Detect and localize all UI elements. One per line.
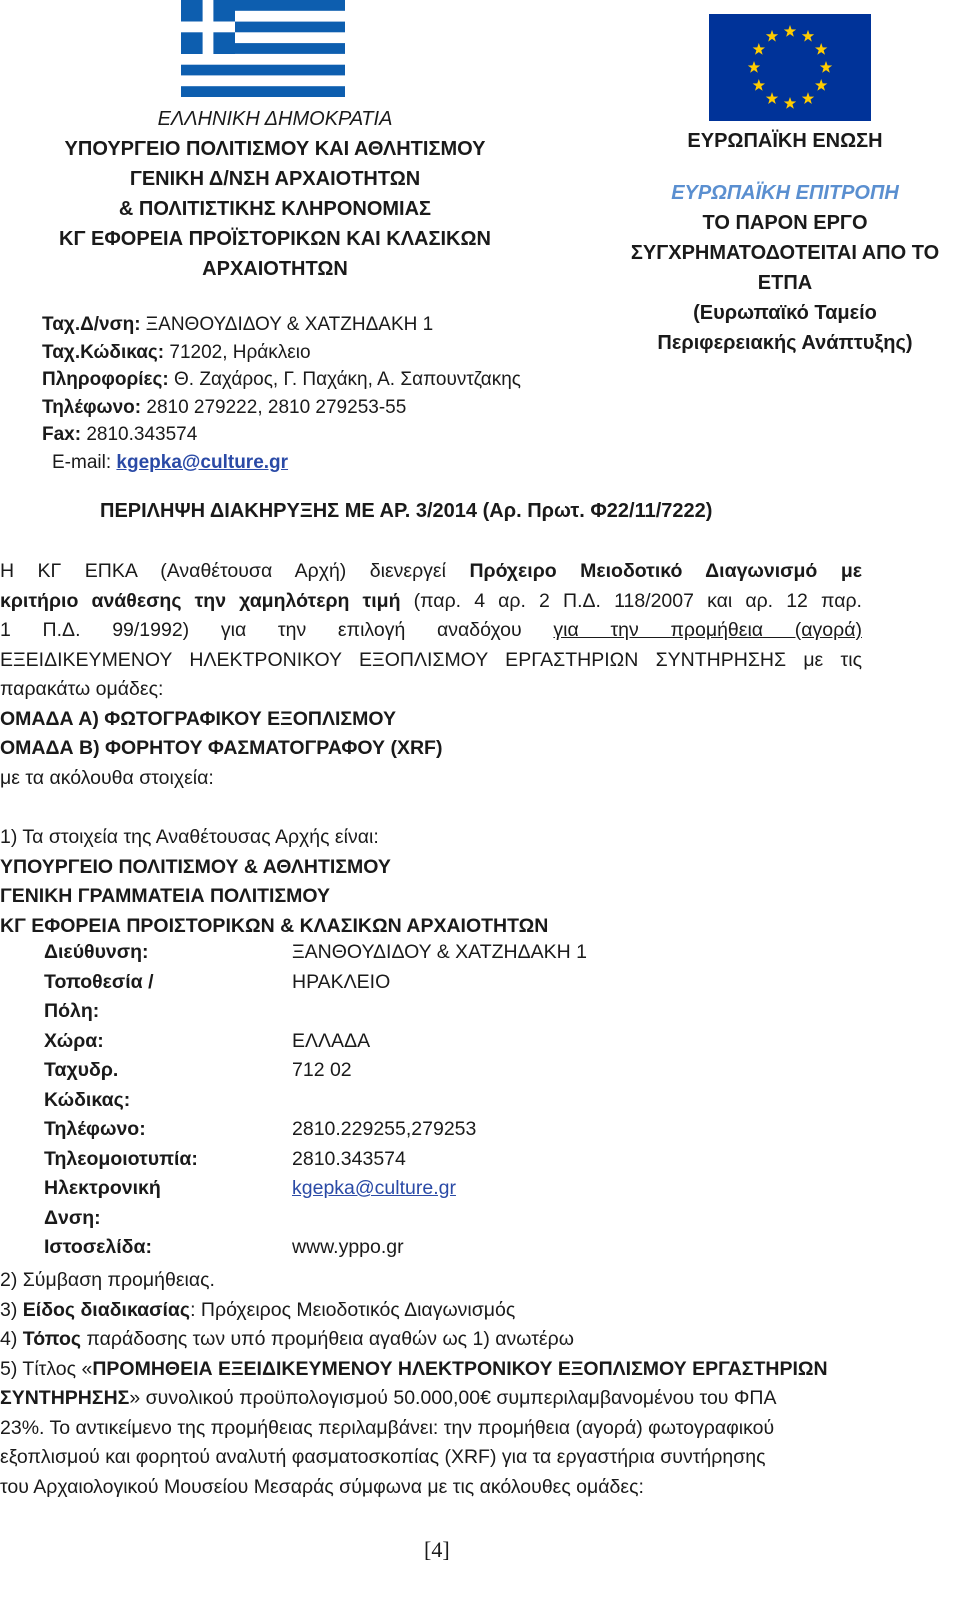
summary-line-1: Η ΚΓ ΕΠΚΑ (Αναθέτουσα Αρχή) διενεργεί Πρόχειρο Μειοδοτικό Διαγωνισμό με	[0, 560, 863, 582]
summary-line-4: ΕΞΕΙΔΙΚΕΥΜΕΝΟΥ ΗΛΕΚΤΡΟΝΙΚΟΥ ΕΞΟΠΛΙΣΜΟΥ ΕΡΓΑΣΤΗΡΙΩΝ ΣΥΝΤΗΡΗΣΗΣ με τις	[0, 648, 862, 671]
issuer-header	[30, 104, 520, 284]
authority-line-2: ΓΕΝΙΚΗ ΓΡΑΜΜΑΤΕΙΑ ΠΟΛΙΤΙΣΜΟΥ	[0, 885, 331, 907]
authority-email-link[interactable]: kgepka@culture.gr	[292, 1177, 456, 1199]
location-label-1: Τοποθεσία /	[44, 970, 154, 993]
authority-fields	[0, 941, 700, 1271]
web-label: Ιστοσελίδα:	[44, 1236, 152, 1258]
email-label-1: Ηλεκτρονική	[44, 1177, 161, 1199]
funding-line-4: (Ευρωπαϊκό Ταμείο	[693, 302, 877, 324]
directorate-line-2: & ΠΟΛΙΤΙΣΤΙΚΗΣ ΚΛΗΡΟΝΟΜΙΑΣ	[118, 198, 432, 220]
directorate-line-1: ΓΕΝΙΚΗ Δ/ΝΣΗ ΑΡΧΑΙΟΤΗΤΩΝ	[129, 168, 421, 190]
item-2: 2) Σύμβαση προμήθειας.	[0, 1269, 215, 1291]
item-5-line-2: ΣΥΝΤΗΡΗΣΗΣ» συνολικού προϋπολογισμού 50.000,00€ συμπεριλαμβανομένου του ΦΠΑ	[0, 1387, 777, 1409]
item-3: 3) Είδος διαδικασίας: Πρόχειρος Μειοδοτικός Διαγωνισμός	[0, 1298, 516, 1321]
ephorate-line-1: ΚΓ ΕΦΟΡΕΙΑ ΠΡΟΪΣΤΟΡΙΚΩΝ ΚΑΙ ΚΛΑΣΙΚΩΝ	[59, 228, 491, 250]
postal-label-2: Κώδικας:	[44, 1088, 131, 1111]
ephorate-line-2: ΑΡΧΑΙΟΤΗΤΩΝ	[202, 258, 348, 280]
summary-follow: με τα ακόλουθα στοιχεία:	[0, 766, 214, 789]
summary-line-3: 1 Π.Δ. 99/1992) για την επιλογή αναδόχου για την προμήθεια (αγορά)	[0, 619, 862, 641]
email-label-2: Δνση:	[44, 1206, 101, 1229]
contact-address: Ταχ.Δ/νση: ΞΑΝΘΟΥΔΙΔΟΥ & ΧΑΤΖΗΔΑΚΗ 1	[42, 314, 434, 335]
location-label-2: Πόλη:	[44, 1000, 100, 1022]
authority-intro: 1) Τα στοιχεία της Αναθέτουσας Αρχής είναι:	[0, 826, 379, 848]
group-a: ΟΜΑΔΑ Α) ΦΩΤΟΓΡΑΦΙΚΟΥ ΕΞΟΠΛΙΣΜΟΥ	[0, 707, 396, 730]
contact-phone: Τηλέφωνο: 2810 279222, 2810 279253-55	[42, 396, 407, 418]
fax-label: Τηλεομοιοτυπία:	[44, 1147, 198, 1170]
funding-line-2: ΣΥΓΧΡΗΜΑΤΟΔΟΤΕΙΤΑΙ ΑΠΟ ΤΟ	[630, 242, 940, 264]
eu-commission: ΕΥΡΩΠΑΪΚΗ ΕΠΙΤΡΟΠΗ	[671, 182, 899, 204]
country-value: ΕΛΛΑΔΑ	[292, 1029, 371, 1052]
phone-label: Τηλέφωνο:	[44, 1118, 146, 1140]
republic-name: ΕΛΛΗΝΙΚΗ ΔΗΜΟΚΡΑΤΙΑ	[157, 108, 393, 130]
page-number: [4]	[424, 1537, 450, 1562]
summary-title: ΠΕΡΙΛΗΨΗ ΔΙΑΚΗΡΥΞΗΣ ΜΕ ΑΡ. 3/2014 (Αρ. Πρωτ. Φ22/11/7222)	[100, 500, 713, 522]
item-5-line-3: 23%. Το αντικείμενο της προμήθειας περιλαμβάνει: την προμήθεια (αγορά) φωτογραφικού	[0, 1416, 775, 1439]
fax-value: 2810.343574	[292, 1147, 406, 1170]
item-5-line-4: εξοπλισμού και φορητού αναλυτή φασματοσκοπίας (XRF) για τα εργαστήρια συντήρησης	[0, 1446, 766, 1468]
email-link[interactable]: kgepka@culture.gr	[116, 451, 289, 473]
contact-postal: Ταχ.Κώδικας: 71202, Ηράκλειο	[42, 341, 311, 363]
contact-block	[42, 311, 521, 476]
funding-line-1: ΤΟ ΠΑΡΟΝ ΕΡΓΟ	[702, 212, 868, 234]
group-b: ΟΜΑΔΑ Β) ΦΟΡΗΤΟΥ ΦΑΣΜΑΤΟΓΡΑΦΟΥ (XRF)	[0, 737, 443, 759]
country-label: Χώρα:	[44, 1029, 104, 1052]
phone-value: 2810.229255,279253	[292, 1118, 477, 1140]
web-value: www.yppo.gr	[292, 1236, 404, 1258]
authority-line-1: ΥΠΟΥΡΓΕΙΟ ΠΟΛΙΤΙΣΜΟΥ & ΑΘΛΗΤΙΣΜΟΥ	[0, 855, 391, 878]
item-5-line-5: του Αρχαιολογικού Μουσείου Μεσαράς σύμφωνα με τις ακόλουθες ομάδες:	[0, 1475, 644, 1498]
summary-line-2: κριτήριο ανάθεσης την χαμηλότερη τιμή (παρ. 4 αρ. 2 Π.Δ. 118/2007 και αρ. 12 παρ.	[0, 589, 862, 612]
eu-name: ΕΥΡΩΠΑΪΚΗ ΕΝΩΣΗ	[687, 130, 883, 152]
address-value: ΞΑΝΘΟΥΔΙΔΟΥ & ΧΑΤΖΗΔΑΚΗ 1	[292, 941, 587, 963]
location-value: ΗΡΑΚΛΕΙΟ	[292, 970, 391, 993]
greek-flag-logo	[181, 0, 345, 97]
address-label: Διεύθυνση:	[44, 941, 149, 963]
summary-line-5: παρακάτω ομάδες:	[0, 678, 164, 700]
funding-line-3: ΕΤΠΑ	[757, 272, 813, 294]
eu-funding-header	[610, 126, 960, 358]
contact-email: E-mail: kgepka@culture.gr	[52, 451, 289, 473]
ministry-name: ΥΠΟΥΡΓΕΙΟ ΠΟΛΙΤΙΣΜΟΥ ΚΑΙ ΑΘΛΗΤΙΣΜΟΥ	[64, 138, 486, 160]
item-4: 4) Τόπος παράδοσης των υπό προμήθεια αγαθών ως 1) ανωτέρω	[0, 1328, 574, 1350]
item-5-line-1: 5) Τίτλος «ΠΡΟΜΗΘΕΙΑ ΕΞΕΙΔΙΚΕΥΜΕΝΟΥ ΗΛΕΚΤΡΟΝΙΚΟΥ ΕΞΟΠΛΙΣΜΟΥ ΕΡΓΑΣΤΗΡΙΩΝ	[0, 1357, 828, 1380]
postal-label-1: Ταχυδρ.	[44, 1059, 119, 1081]
contact-fax: Fax: 2810.343574	[42, 424, 198, 445]
funding-line-5: Περιφερειακής Ανάπτυξης)	[657, 332, 913, 354]
contact-info: Πληροφορίες: Θ. Ζαχάρος, Γ. Παχάκη, Α. Σαπουντζακης	[42, 369, 521, 390]
eu-flag-logo	[709, 14, 871, 121]
authority-line-3: ΚΓ ΕΦΟΡΕΙΑ ΠΡΟΙΣΤΟΡΙΚΩΝ & ΚΛΑΣΙΚΩΝ ΑΡΧΑΙΟΤΗΤΩΝ	[0, 914, 549, 937]
postal-value: 712 02	[292, 1059, 352, 1081]
